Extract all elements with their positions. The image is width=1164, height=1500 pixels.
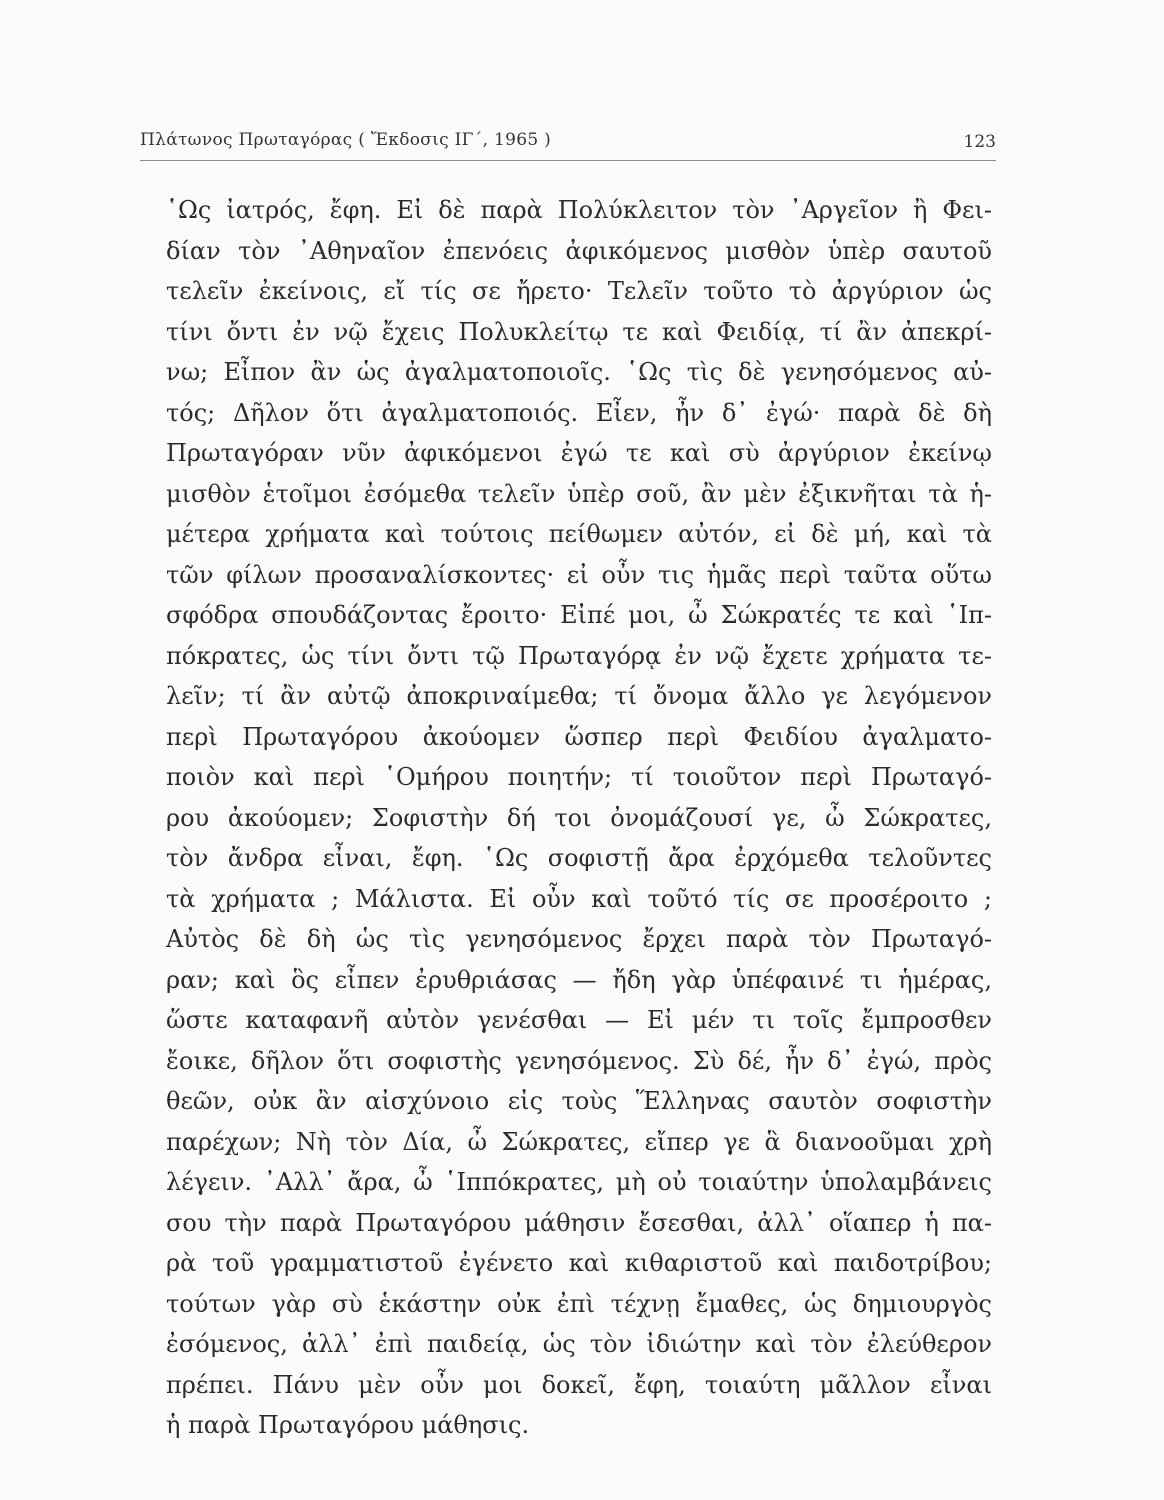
page-number: 123 xyxy=(963,132,996,152)
text-line: νω; Εἶπον ἂν ὡς ἀγαλματοποιοῖς. ῾Ως τὶς δὲ γενησόμενος αὐ- xyxy=(166,358,992,386)
text-line: μισθὸν ἑτοῖμοι ἐσόμεθα τελεῖν ὑπὲρ σοῦ, ἂν μὲν ἐξικνῆται τὰ ἡ- xyxy=(166,479,992,508)
text-line: ὥστε καταφανῆ αὐτὸν γενέσθαι — Εἰ μέν τι τοῖς ἔμπροσθεν xyxy=(166,1006,992,1034)
text-line: λέγειν. ᾿Αλλ᾽ ἄρα, ὦ ῾Ιππόκρατες, μὴ οὐ τοιαύτην ὑπολαμβάνεις xyxy=(166,1168,992,1196)
body-text xyxy=(166,190,992,1446)
text-line: τελεῖν ἐκείνοις, εἴ τίς σε ἤρετο· Τελεῖν τοῦτο τὸ ἀργύριον ὡς xyxy=(166,277,992,305)
text-line: ἐσόμενος, ἀλλ᾽ ἐπὶ παιδείᾳ, ὡς τὸν ἰδιώτην καὶ τὸν ἐλεύθερον xyxy=(166,1330,992,1358)
text-line: τῶν φίλων προσαναλίσκοντες· εἰ οὖν τις ἡμᾶς περὶ ταῦτα οὕτω xyxy=(166,560,992,589)
text-line: σφόδρα σπουδάζοντας ἔροιτο· Εἰπέ μοι, ὦ Σώκρατές τε καὶ ῾Ιπ- xyxy=(166,601,992,629)
text-line: λεῖν; τί ἂν αὐτῷ ἀποκριναίμεθα; τί ὄνομα ἄλλο γε λεγόμενον xyxy=(166,682,992,710)
text-line: τὰ χρήματα ; Μάλιστα. Εἰ οὖν καὶ τοῦτό τίς σε προσέροιτο ; xyxy=(166,884,992,913)
text-line: ραν; καὶ ὃς εἶπεν ἐρυθριάσας — ἤδη γὰρ ὑπέφαινέ τι ἡμέρας, xyxy=(166,965,992,994)
text-line: Πρωταγόραν νῦν ἀφικόμενοι ἐγώ τε καὶ σὺ ἀργύριον ἐκείνῳ xyxy=(166,439,992,467)
header-rule xyxy=(140,160,996,161)
text-line: τὸν ἄνδρα εἶναι, ἔφη. ῾Ως σοφιστῇ ἄρα ἐρχόμεθα τελοῦντες xyxy=(166,844,992,872)
running-header xyxy=(140,130,996,156)
running-title: Πλάτωνος Πρωταγόρας ( Ἔκδοσις ΙΓ΄, 1965 ) xyxy=(140,130,552,150)
text-line: παρέχων; Νὴ τὸν Δία, ὦ Σώκρατες, εἴπερ γε ἃ διανοοῦμαι χρὴ xyxy=(166,1127,992,1156)
text-line: πρέπει. Πάνυ μὲν οὖν μοι δοκεῖ, ἔφη, τοιαύτη μᾶλλον εἶναι xyxy=(166,1370,992,1399)
text-line: τίνι ὄντι ἐν νῷ ἔχεις Πολυκλείτῳ τε καὶ Φειδίᾳ, τί ἂν ἀπεκρί- xyxy=(166,317,992,346)
text-line: πόκρατες, ὡς τίνι ὄντι τῷ Πρωταγόρᾳ ἐν νῷ ἔχετε χρήματα τε- xyxy=(166,641,992,670)
text-line: τός; Δῆλον ὅτι ἀγαλματοποιός. Εἶεν, ἦν δ᾽ ἐγώ· παρὰ δὲ δὴ xyxy=(166,398,992,427)
text-line: τούτων γὰρ σὺ ἑκάστην οὐκ ἐπὶ τέχνῃ ἔμαθες, ὡς δημιουργὸς xyxy=(166,1289,992,1318)
text-line: ρου ἀκούομεν; Σοφιστὴν δή τοι ὀνομάζουσί γε, ὦ Σώκρατες, xyxy=(166,803,992,832)
text-line: περὶ Πρωταγόρου ἀκούομεν ὥσπερ περὶ Φειδίου ἀγαλματο- xyxy=(166,722,992,751)
text-line: ποιὸν καὶ περὶ ῾Ομήρου ποιητήν; τί τοιοῦτον περὶ Πρωταγό- xyxy=(166,763,992,791)
text-line: ἔοικε, δῆλον ὅτι σοφιστὴς γενησόμενος. Σὺ δέ, ἦν δ᾽ ἐγώ, πρὸς xyxy=(166,1046,992,1075)
text-line: ῾Ως ἰατρός, ἔφη. Εἰ δὲ παρὰ Πολύκλειτον τὸν ᾿Αργεῖον ἢ Φει- xyxy=(166,196,992,224)
text-line: μέτερα χρήματα καὶ τούτοις πείθωμεν αὐτόν, εἰ δὲ μή, καὶ τὰ xyxy=(166,520,992,548)
text-line: θεῶν, οὐκ ἂν αἰσχύνοιο εἰς τοὺς Ἕλληνας σαυτὸν σοφιστὴν xyxy=(166,1087,992,1115)
text-line: σου τὴν παρὰ Πρωταγόρου μάθησιν ἔσεσθαι, ἀλλ᾽ οἵαπερ ἡ πα- xyxy=(166,1208,992,1237)
text-line: ἡ παρὰ Πρωταγόρου μάθησις. xyxy=(166,1411,530,1439)
text-line: δίαν τὸν ᾿Αθηναῖον ἐπενόεις ἀφικόμενος μισθὸν ὑπὲρ σαυτοῦ xyxy=(166,236,992,265)
text-line: ρὰ τοῦ γραμματιστοῦ ἐγένετο καὶ κιθαριστοῦ καὶ παιδοτρίβου; xyxy=(166,1249,992,1277)
text-line: Αὐτὸς δὲ δὴ ὡς τὶς γενησόμενος ἔρχει παρὰ τὸν Πρωταγό- xyxy=(166,925,992,953)
